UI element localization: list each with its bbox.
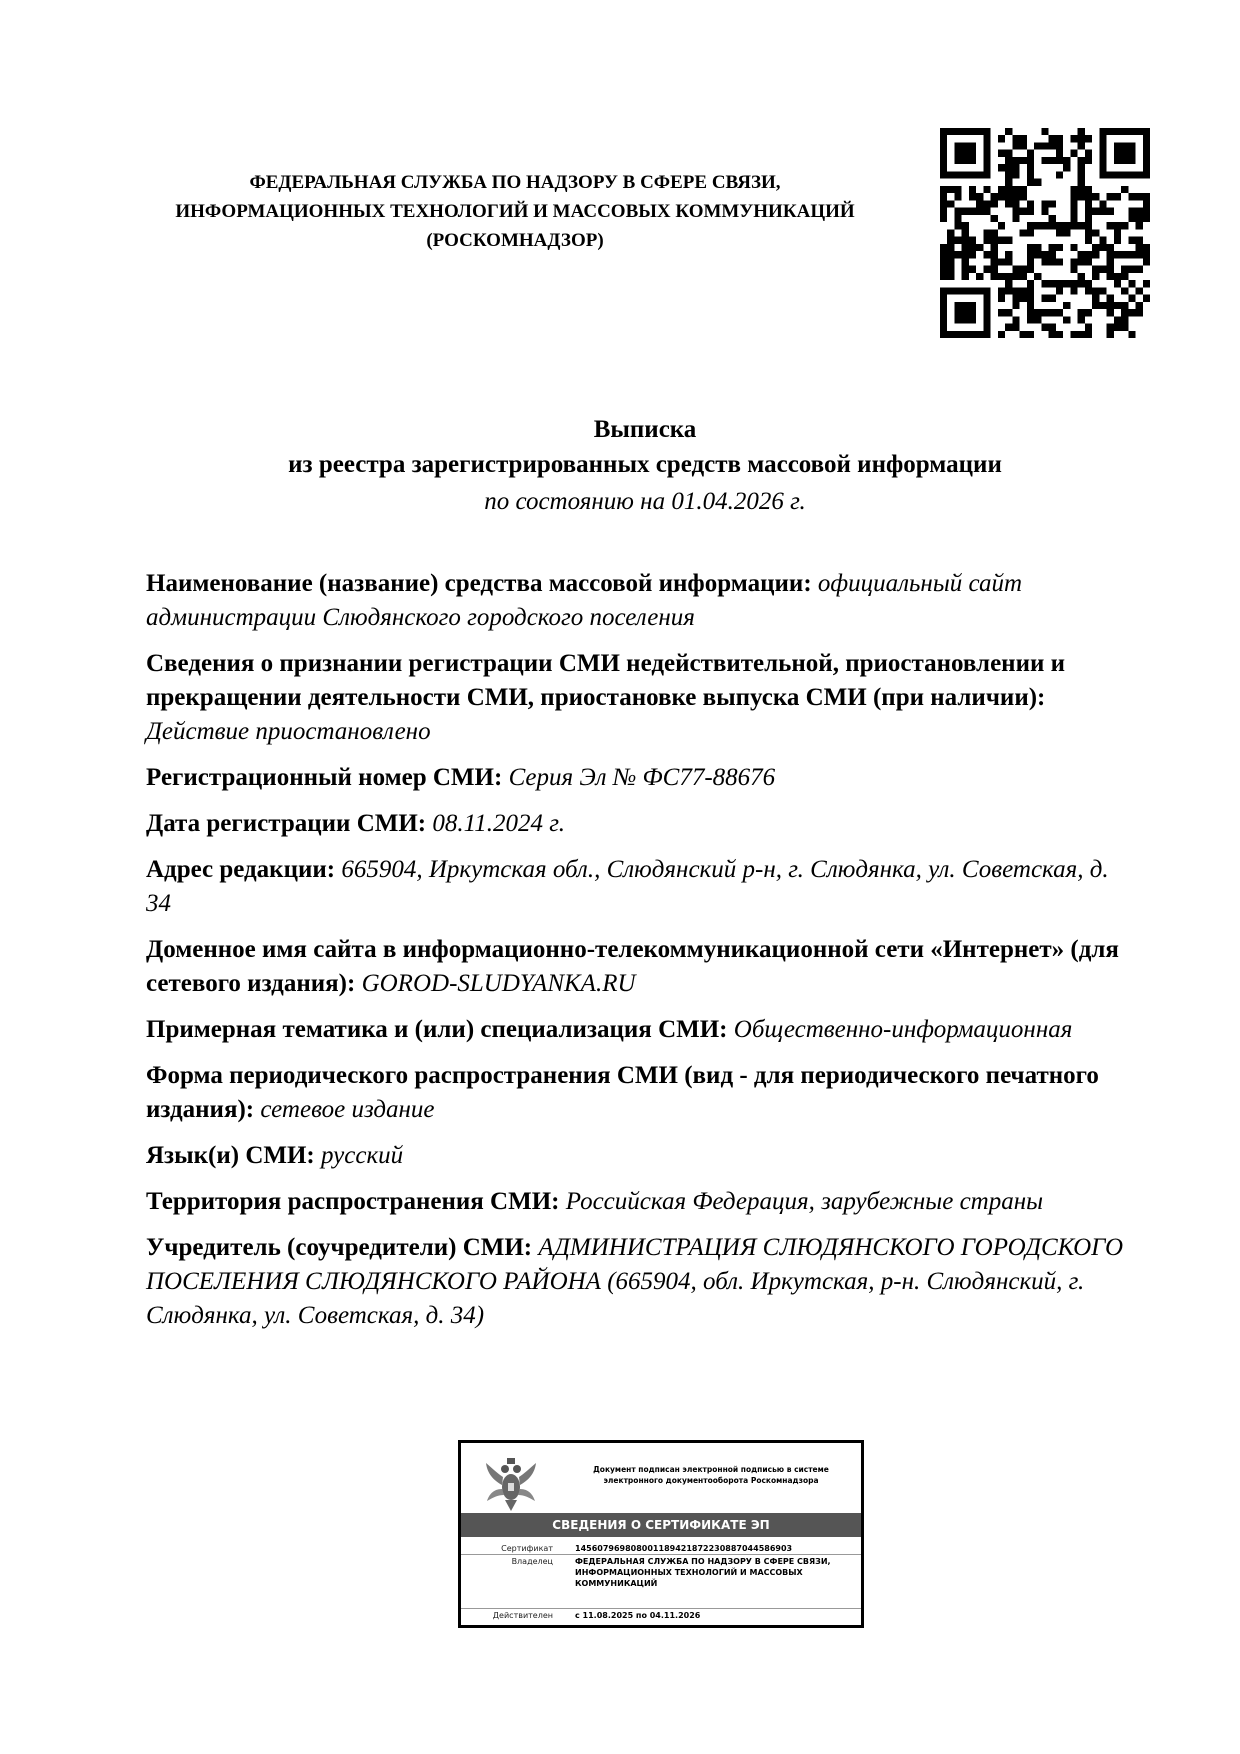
row-divider (461, 1554, 861, 1555)
field-value: русский (321, 1142, 404, 1169)
field-value: сетевое издание (260, 1096, 435, 1123)
agency-header (120, 168, 910, 255)
field-label: Язык(и) СМИ: (146, 1142, 315, 1169)
field-label: Регистрационный номер СМИ: (146, 764, 503, 791)
field-value: GOROD-SLUDYANKA.RU (361, 970, 636, 997)
field-value: Действие приостановлено (146, 718, 431, 745)
field-registration-date (146, 807, 1136, 841)
field-founder (146, 1231, 1136, 1333)
field-label: Наименование (название) средства массовой информации: (146, 570, 812, 597)
field-value: официальный сайт администрации Слюдянского городского поселения (146, 570, 1023, 631)
field-value: Общественно-информационная (733, 1016, 1073, 1043)
field-label: Дата регистрации СМИ: (146, 810, 427, 837)
field-registration-status (146, 647, 1136, 749)
agency-header-line-2: ИНФОРМАЦИОННЫХ ТЕХНОЛОГИЙ И МАССОВЫХ КОММУНИКАЦИЙ (175, 201, 855, 222)
field-label: Адрес редакции: (146, 856, 336, 883)
signed-notice-line-1: Документ подписан электронной подписью в системе (593, 1465, 829, 1474)
field-languages (146, 1139, 1136, 1173)
field-label: Сведения о признании регистрации СМИ недействительной, приостановлении и прекращении деятельности СМИ, приостановке выпуска СМИ (при наличии): (146, 650, 1066, 711)
field-label: Примерная тематика и (или) специализация СМИ: (146, 1016, 728, 1043)
field-media-name (146, 567, 1136, 635)
field-label: Учредитель (соучредители) СМИ: (146, 1234, 533, 1261)
agency-header-line-1: ФЕДЕРАЛЬНАЯ СЛУЖБА ПО НАДЗОРУ В СФЕРЕ СВЯЗИ, (249, 172, 781, 193)
signed-notice (571, 1464, 851, 1486)
as-of-date: по состоянию на 01.04.2026 г. (484, 488, 806, 515)
field-value: Российская Федерация, зарубежные страны (565, 1188, 1044, 1215)
row-divider (461, 1608, 861, 1609)
certificate-label: Сертификат (501, 1544, 553, 1553)
owner-label: Владелец (511, 1557, 553, 1566)
validity-label: Действителен (492, 1611, 553, 1620)
field-distribution-form (146, 1059, 1136, 1127)
field-label: Форма периодического распространения СМИ (вид - для периодического печатного издания): (146, 1062, 1099, 1123)
field-label: Территория распространения СМИ: (146, 1188, 560, 1215)
field-topics (146, 1013, 1136, 1047)
field-value: 08.11.2024 г. (432, 810, 565, 837)
field-label: Доменное имя сайта в информационно-телекоммуникационной сети «Интернет» (для сетевого издания): (146, 936, 1119, 997)
validity-value: с 11.08.2025 по 04.11.2026 (575, 1611, 701, 1620)
qr-code-icon (940, 128, 1150, 338)
field-value: АДМИНИСТРАЦИЯ СЛЮДЯНСКОГО ГОРОДСКОГО ПОСЕЛЕНИЯ СЛЮДЯНСКОГО РАЙОНА (665904, обл. Иркутская, р-н. Слюдянский, г. Слюдянка, ул. Советская, д. 34) (146, 1234, 1124, 1329)
field-editorial-address (146, 853, 1136, 921)
certificate-heading: СВЕДЕНИЯ О СЕРТИФИКАТЕ ЭП (461, 1513, 861, 1537)
document-title: Выписка (593, 416, 697, 443)
field-domain-name (146, 933, 1136, 1001)
signed-notice-line-2: электронного документооборота Роскомнадзора (603, 1476, 819, 1485)
field-value: Серия Эл № ФС77-88676 (508, 764, 776, 791)
document-subtitle: из реестра зарегистрированных средств массовой информации (288, 451, 1002, 478)
field-registration-number (146, 761, 1136, 795)
e-signature-stamp (458, 1440, 864, 1628)
certificate-value: 1456079698080011894218722308870445​86903 (575, 1544, 793, 1553)
document-title-block (150, 412, 1140, 520)
agency-header-line-3: (РОСКОМНАДЗОР) (426, 230, 604, 251)
owner-value: ФЕДЕРАЛЬНАЯ СЛУЖБА ПО НАДЗОРУ В СФЕРЕ СВЯЗИ, ИНФОРМАЦИОННЫХ ТЕХНОЛОГИЙ И МАССОВЫХ КОММУНИКАЦИЙ (575, 1557, 831, 1588)
field-territory (146, 1185, 1136, 1219)
double-headed-eagle-emblem-icon (483, 1455, 539, 1513)
registry-fields (146, 567, 1136, 1345)
field-value: 665904, Иркутская обл., Слюдянский р-н, г. Слюдянка, ул. Советская, д. 34 (146, 856, 1109, 917)
